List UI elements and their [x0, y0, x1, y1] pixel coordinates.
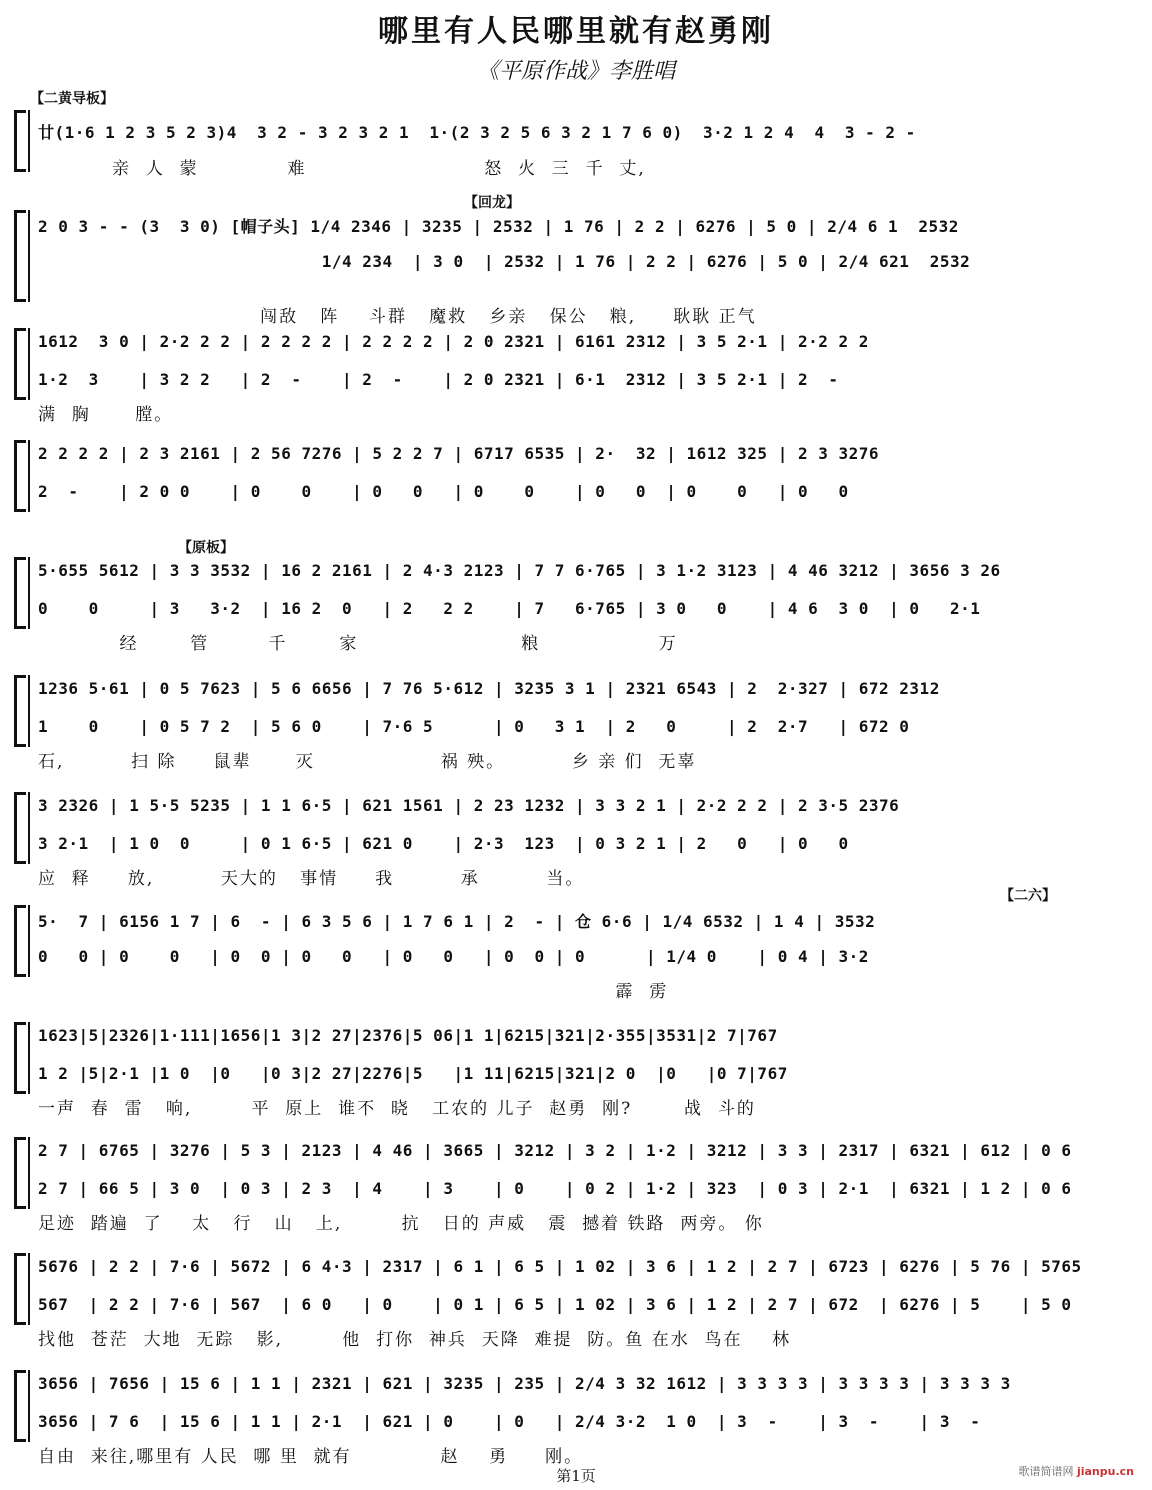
lyric-line: 石, 扫 除 鼠辈 灭 祸 殃。 乡 亲 们 无辜 — [38, 752, 697, 772]
score-system — [0, 557, 1152, 653]
system-bracket — [14, 792, 26, 864]
watermark — [1018, 1463, 1134, 1479]
page-title: 哪里有人民哪里就有赵勇刚 — [378, 14, 774, 49]
system-barline — [28, 557, 30, 629]
lyric-line: 亲 人 蒙 难 怒 火 三 千 丈, — [38, 159, 646, 179]
melody-lower-line: 2 7 | 66 5 | 3 0 | 0 3 | 2 3 | 4 | 3 | 0 | 0 2 | 1·2 | 323 | 0 3 | 2·1 | 6321 | 1 2 | 0 6 — [38, 1179, 1072, 1198]
melody-upper-line: 2 2 2 2 | 2 3 2161 | 2 56 7276 | 5 2 2 7 | 6717 6535 | 2· 32 | 1612 325 | 2 3 3276 — [38, 444, 880, 463]
system-bracket — [14, 328, 26, 400]
system-barline — [28, 675, 30, 747]
melody-upper-line: 廿(1·6 1 2 3 5 2 3)4 3 2 - 3 2 3 2 1 1·(2 3 2 5 6 3 2 1 7 6 0) 3·2 1 2 4 4 3 - 2 - — [38, 123, 916, 142]
melody-lower-line: 1·2 3 | 3 2 2 | 2 - | 2 - | 2 0 2321 | 6·1 2312 | 3 5 2·1 | 2 - — [38, 370, 839, 389]
melody-upper-line: 5676 | 2 2 | 7·6 | 5672 | 6 4·3 | 2317 | 6 1 | 6 5 | 1 02 | 3 6 | 1 2 | 2 7 | 6723 | 6276 | 5 76 | 5765 — [38, 1257, 1082, 1276]
page-subtitle: 《平原作战》李胜唱 — [476, 59, 675, 84]
lyric-line: 闯敌 阵 斗群 魔救 乡亲 保公 粮, 耿耿 正气 — [38, 307, 757, 327]
lyric-line: 自由 来往,哪里有 人民 哪 里 就有 赵 勇 刚。 — [38, 1447, 584, 1467]
score-system — [0, 110, 1152, 196]
melody-lower-line: 0 0 | 0 0 | 0 0 | 0 0 | 0 0 | 0 0 | 0 | 1/4 0 | 0 4 | 3·2 — [38, 947, 869, 966]
score-system — [0, 905, 1152, 1001]
system-bracket — [14, 1253, 26, 1325]
system-barline — [28, 1022, 30, 1094]
score-system — [0, 675, 1152, 771]
system-barline — [28, 1253, 30, 1325]
page-footer: 第1页 — [556, 1467, 596, 1485]
melody-upper-line: 3656 | 7656 | 15 6 | 1 1 | 2321 | 621 | 3235 | 235 | 2/4 3 32 1612 | 3 3 3 3 | 3 3 3 3 | 3 3 3 3 — [38, 1374, 1011, 1393]
melody-upper-line: 3 2326 | 1 5·5 5235 | 1 1 6·5 | 621 1561 | 2 23 1232 | 3 3 2 1 | 2·2 2 2 | 2 3·5 2376 — [38, 796, 900, 815]
system-bracket — [14, 675, 26, 747]
lyric-line: 霹 雳 — [38, 982, 669, 1002]
lyric-line: 应 释 放, 天大的 事情 我 承 当。 — [38, 869, 585, 889]
melody-upper-line: 5·655 5612 | 3 3 3532 | 16 2 2161 | 2 4·3 2123 | 7 7 6·765 | 3 1·2 3123 | 4 46 3212 | 3656 3 26 — [38, 561, 1001, 580]
score-system — [0, 328, 1152, 424]
system-barline — [28, 328, 30, 400]
section-tag-huilong: 【回龙】 — [464, 195, 520, 211]
score-system — [0, 1253, 1152, 1349]
system-barline — [28, 440, 30, 512]
system-bracket — [14, 905, 26, 977]
section-tag-daoban: 【二黄导板】 — [30, 91, 114, 107]
score-system — [0, 440, 1152, 536]
lyric-line: 一声 春 雷 响, 平 原上 谁不 晓 工农的 儿子 赵勇 刚? 战 斗的 — [38, 1099, 756, 1119]
melody-lower-line: 3656 | 7 6 | 15 6 | 1 1 | 2·1 | 621 | 0 | 0 | 2/4 3·2 1 0 | 3 - | 3 - | 3 - — [38, 1412, 981, 1431]
melody-lower-line: 1 2 |5|2·1 |1 0 |0 |0 3|2 27|2276|5 |1 11|6215|321|2 0 |0 |0 7|767 — [38, 1064, 788, 1083]
melody-lower-line: 1/4 234 | 3 0 | 2532 | 1 76 | 2 2 | 6276 | 5 0 | 2/4 621 2532 — [38, 252, 971, 271]
melody-upper-line: 1623|5|2326|1·111|1656|1 3|2 27|2376|5 06|1 1|6215|321|2·355|3531|2 7|767 — [38, 1026, 778, 1045]
system-barline — [28, 905, 30, 977]
lyric-line: 找他 苍茫 大地 无踪 影, 他 打你 神兵 天降 难提 防。鱼 在水 鸟在 林 — [38, 1330, 792, 1350]
system-barline — [28, 1137, 30, 1209]
system-bracket — [14, 210, 26, 302]
lyric-line: 经 管 千 家 粮 万 — [38, 634, 678, 654]
melody-lower-line: 3 2·1 | 1 0 0 | 0 1 6·5 | 621 0 | 2·3 123 | 0 3 2 1 | 2 0 | 0 0 — [38, 834, 849, 853]
melody-lower-line: 1 0 | 0 5 7 2 | 5 6 0 | 7·6 5 | 0 3 1 | 2 0 | 2 2·7 | 672 0 — [38, 717, 910, 736]
melody-upper-line: 1612 3 0 | 2·2 2 2 | 2 2 2 2 | 2 2 2 2 | 2 0 2321 | 6161 2312 | 3 5 2·1 | 2·2 2 2 — [38, 332, 869, 351]
system-barline — [28, 792, 30, 864]
system-barline — [28, 1370, 30, 1442]
system-barline — [28, 210, 30, 302]
score-system — [0, 1370, 1152, 1466]
melody-lower-line: 0 0 | 3 3·2 | 16 2 0 | 2 2 2 | 7 6·765 | 3 0 0 | 4 6 3 0 | 0 2·1 — [38, 599, 981, 618]
section-tag-erliu: 【二六】 — [1000, 888, 1056, 904]
system-bracket — [14, 440, 26, 512]
score-system — [0, 1137, 1152, 1233]
melody-lower-line: 2 - | 2 0 0 | 0 0 | 0 0 | 0 0 | 0 0 | 0 0 | 0 0 — [38, 482, 849, 501]
melody-upper-line: 2 0 3 - - (3 3 0) [帽子头] 1/4 2346 | 3235 | 2532 | 1 76 | 2 2 | 6276 | 5 0 | 2/4 6 1 2532 — [38, 217, 959, 236]
watermark-brand: jianpu.cn — [1076, 1465, 1134, 1478]
system-bracket — [14, 1022, 26, 1094]
score-system — [0, 792, 1152, 888]
system-bracket — [14, 110, 26, 172]
system-barline — [28, 110, 30, 172]
system-bracket — [14, 1370, 26, 1442]
melody-upper-line: 2 7 | 6765 | 3276 | 5 3 | 2123 | 4 46 | 3665 | 3212 | 3 2 | 1·2 | 3212 | 3 3 | 2317 | 6321 | 612 | 0 6 — [38, 1141, 1072, 1160]
lyric-line: 满 胸 膛。 — [38, 405, 174, 425]
melody-lower-line: 567 | 2 2 | 7·6 | 567 | 6 0 | 0 | 0 1 | 6 5 | 1 02 | 3 6 | 1 2 | 2 7 | 672 | 6276 | 5 | 5 0 — [38, 1295, 1072, 1314]
section-tag-yuanban: 【原板】 — [178, 540, 234, 556]
score-system — [0, 1022, 1152, 1118]
watermark-text: 歌谱简谱网 — [1018, 1465, 1074, 1478]
melody-upper-line: 5· 7 | 6156 1 7 | 6 - | 6 3 5 6 | 1 7 6 1 | 2 - | 仓 6·6 | 1/4 6532 | 1 4 | 3532 — [38, 912, 876, 931]
system-bracket — [14, 557, 26, 629]
score-system — [0, 210, 1152, 326]
lyric-line: 足迹 踏遍 了 太 行 山 上, 抗 日的 声威 震 撼着 铁路 两旁。 你 — [38, 1214, 764, 1234]
system-bracket — [14, 1137, 26, 1209]
melody-upper-line: 1236 5·61 | 0 5 7623 | 5 6 6656 | 7 76 5·612 | 3235 3 1 | 2321 6543 | 2 2·327 | 672 2312 — [38, 679, 940, 698]
